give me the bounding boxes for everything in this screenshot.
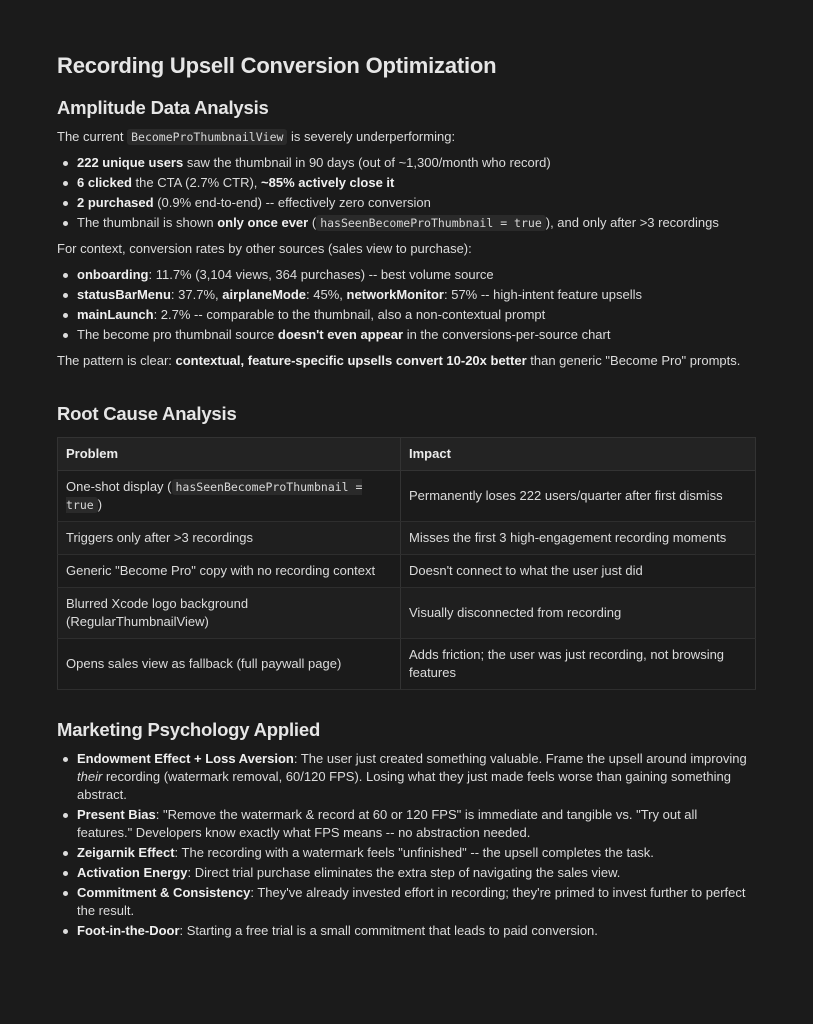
bold-text: Activation Energy <box>77 865 188 880</box>
text: ), and only after >3 recordings <box>545 215 719 230</box>
psychology-section <box>57 718 756 940</box>
bold-text: 6 clicked <box>77 175 132 190</box>
root-cause-section <box>57 402 756 690</box>
text: : 45%, <box>306 287 347 302</box>
table-row <box>58 639 756 690</box>
bold-text: Zeigarnik Effect <box>77 845 175 860</box>
bold-text: networkMonitor <box>346 287 444 302</box>
impact-cell: Doesn't connect to what the user just did <box>401 555 756 588</box>
psychology-heading: Marketing Psychology Applied <box>57 719 321 740</box>
list-item <box>77 214 756 232</box>
bold-text: doesn't even appear <box>277 327 404 342</box>
amplitude-bullets <box>57 154 756 232</box>
pattern-paragraph <box>57 352 756 370</box>
page-title: Recording Upsell Conversion Optimization <box>57 53 497 78</box>
sources-bullets <box>57 266 756 344</box>
list-item <box>77 922 756 940</box>
bold-text: Commitment & Consistency <box>77 885 251 900</box>
amplitude-heading: Amplitude Data Analysis <box>57 97 269 118</box>
column-header-impact: Impact <box>401 438 756 471</box>
inline-code: hasSeenBecomeProThumbnail = true <box>316 215 546 231</box>
psychology-bullets <box>57 750 756 940</box>
text: One-shot display ( <box>66 479 172 494</box>
amplitude-intro <box>57 128 756 146</box>
bold-text: ~85% actively close it <box>261 175 395 190</box>
impact-cell: Visually disconnected from recording <box>401 588 756 639</box>
root-cause-heading: Root Cause Analysis <box>57 403 237 424</box>
list-item <box>77 806 756 842</box>
text: The become pro thumbnail source <box>77 327 278 342</box>
text: the CTA (2.7% CTR), <box>131 175 262 190</box>
bold-text: statusBarMenu <box>77 287 171 302</box>
list-item <box>77 306 756 324</box>
text: recording (watermark removal, 60/120 FPS). Losing what they just made feels worse than gaining something abstract. <box>77 769 731 802</box>
table-row <box>58 471 756 522</box>
context-line: For context, conversion rates by other sources (sales view to purchase): <box>57 241 472 256</box>
text: : They've already invested effort in recording; they're primed to invest further to perfect the result. <box>77 885 746 918</box>
bold-text: onboarding <box>77 267 149 282</box>
bold-text: contextual, feature-specific upsells convert 10-20x better <box>175 353 527 368</box>
text: The thumbnail is shown <box>77 215 218 230</box>
list-item <box>77 326 756 344</box>
list-item <box>77 194 756 212</box>
problem-cell <box>58 471 401 522</box>
impact-cell: Adds friction; the user was just recording, not browsing features <box>401 639 756 690</box>
text: : Starting a free trial is a small commitment that leads to paid conversion. <box>179 923 598 938</box>
problem-cell: Blurred Xcode logo background (RegularThumbnailView) <box>58 588 401 639</box>
problem-cell: Generic "Become Pro" copy with no recording context <box>58 555 401 588</box>
text: than generic "Become Pro" prompts. <box>526 353 741 368</box>
text: ) <box>97 497 103 512</box>
problem-cell: Triggers only after >3 recordings <box>58 522 401 555</box>
text: The pattern is clear: <box>57 353 176 368</box>
impact-cell: Permanently loses 222 users/quarter after first dismiss <box>401 471 756 522</box>
bold-text: Endowment Effect + Loss Aversion <box>77 751 294 766</box>
table-header-row <box>58 438 756 471</box>
impact-cell: Misses the first 3 high-engagement recording moments <box>401 522 756 555</box>
problem-cell: Opens sales view as fallback (full paywall page) <box>58 639 401 690</box>
list-item <box>77 266 756 284</box>
table-row <box>58 555 756 588</box>
list-item <box>77 864 756 882</box>
intro-code: BecomeProThumbnailView <box>127 129 287 145</box>
text: ( <box>308 215 317 230</box>
italic-text: their <box>77 769 103 784</box>
intro-prefix: The current <box>57 129 128 144</box>
text: in the conversions-per-source chart <box>403 327 611 342</box>
list-item <box>77 154 756 172</box>
amplitude-section <box>57 96 756 370</box>
text: : 11.7% (3,104 views, 364 purchases) -- best volume source <box>148 267 494 282</box>
list-item <box>77 884 756 920</box>
text: saw the thumbnail in 90 days (out of ~1,300/month who record) <box>183 155 551 170</box>
list-item <box>77 750 756 804</box>
bold-text: airplaneMode <box>222 287 307 302</box>
text: : 57% -- high-intent feature upsells <box>444 287 642 302</box>
intro-suffix: is severely underperforming: <box>287 129 456 144</box>
text: : 2.7% -- comparable to the thumbnail, also a non-contextual prompt <box>153 307 546 322</box>
list-item <box>77 174 756 192</box>
text: : The recording with a watermark feels "unfinished" -- the upsell completes the task. <box>174 845 654 860</box>
text: : The user just created something valuable. Frame the upsell around improving <box>293 751 747 766</box>
text: : Direct trial purchase eliminates the extra step of navigating the sales view. <box>187 865 621 880</box>
text: (0.9% end-to-end) -- effectively zero conversion <box>153 195 431 210</box>
bold-text: Present Bias <box>77 807 156 822</box>
bold-text: mainLaunch <box>77 307 154 322</box>
root-cause-table <box>57 437 756 690</box>
column-header-problem: Problem <box>58 438 401 471</box>
list-item <box>77 844 756 862</box>
text: : 37.7%, <box>170 287 223 302</box>
bold-text: only once ever <box>217 215 309 230</box>
list-item <box>77 286 756 304</box>
table-row <box>58 588 756 639</box>
bold-text: 2 purchased <box>77 195 154 210</box>
bold-text: 222 unique users <box>77 155 184 170</box>
text: : "Remove the watermark & record at 60 or 120 FPS" is immediate and tangible vs. "Try out all features." Developers know exactly what FPS means -- no abstraction needed. <box>77 807 698 840</box>
bold-text: Foot-in-the-Door <box>77 923 180 938</box>
table-row <box>58 522 756 555</box>
inline-code: hasSeenBecomeProThumbnail = true <box>66 480 363 512</box>
